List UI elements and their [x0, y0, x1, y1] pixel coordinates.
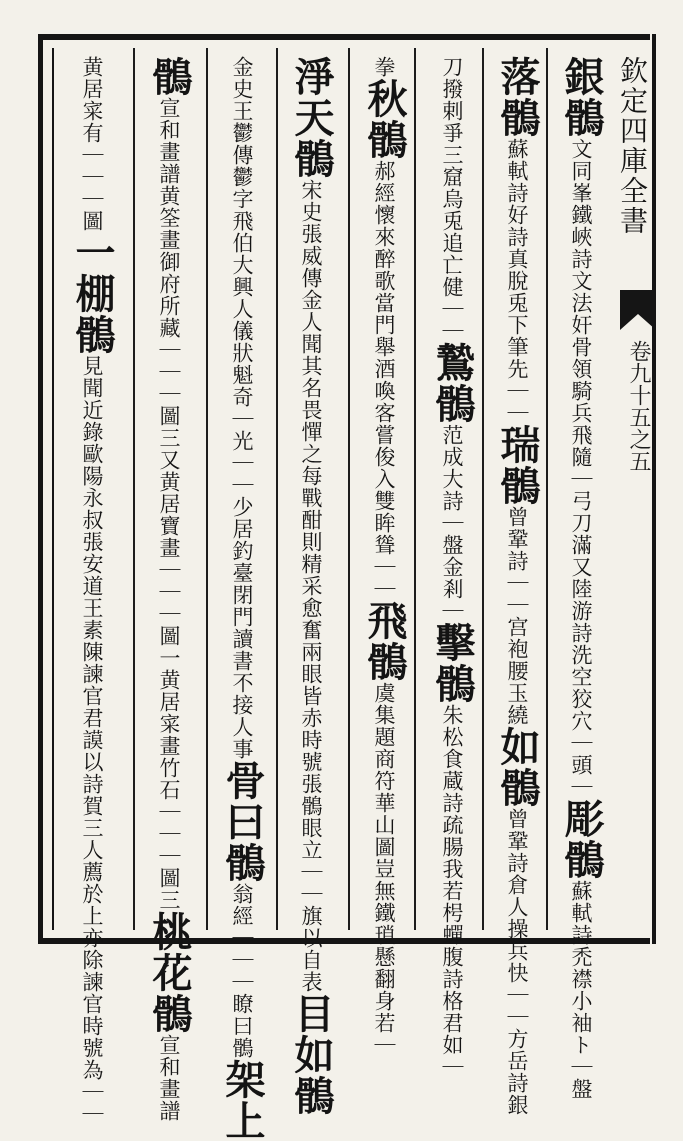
text-column: [557, 56, 605, 1100]
annotation-right: 見聞近錄歐陽永叔張安道王素陳諫官君謨: [80, 355, 104, 751]
annotation: [416, 704, 464, 1078]
annotation: [481, 138, 529, 424]
annotation-left: 無鐵瑣懸翻身若｜: [372, 880, 396, 1056]
headword: 架上: [219, 1059, 266, 1141]
book-title: 欽定四庫全書: [616, 56, 649, 236]
headword: 如鶻: [494, 726, 541, 808]
fishtail-ornament: [620, 290, 656, 330]
annotation: [206, 883, 254, 1059]
annotation-left: 喚客嘗俊入雙眸聳｜｜: [372, 380, 396, 600]
body-text: 黄居寀有｜｜｜圖: [80, 56, 104, 232]
text-column: [68, 56, 116, 1125]
margin-rule: [652, 34, 656, 944]
annotation-right: 曾鞏詩倉人操兵: [505, 808, 529, 962]
annotation-left: 愈奮兩眼皆赤時號張鶻眼立｜｜旗以自表: [299, 597, 323, 993]
headword: 鶻: [146, 56, 193, 97]
annotation-right: 蘇軾詩好詩真脫: [505, 138, 529, 292]
inner-border-left: [52, 48, 54, 930]
headword: 彫鶻: [558, 798, 605, 880]
annotation-right: 朱松食蔵詩疏腸我若: [440, 704, 464, 902]
body-text: ｜: [440, 600, 464, 622]
annotation-right: 曾鞏詩｜｜: [505, 506, 529, 616]
annotation: [133, 1034, 181, 1122]
text-column: [360, 56, 408, 1056]
text-column: [287, 56, 335, 1116]
annotation-right: 郝經懷來醉歌當門舉酒: [372, 160, 396, 380]
annotation-left: 枵蟬腹詩格君如｜: [440, 902, 464, 1078]
annotation-left: 宫袍腰玉繞: [505, 616, 529, 726]
body-text: ｜光｜｜少居釣臺閉門讀書不接人事: [230, 408, 254, 760]
annotation-right: 文同峯鐵峽詩文法奸骨領騎兵飛隨: [569, 138, 593, 468]
annotation: [133, 97, 181, 911]
annotation-left: 以詩賀三人薦於上亦除諫官時號為｜｜: [80, 751, 104, 1125]
headword: 飛鶻: [361, 600, 408, 682]
annotation: [416, 424, 464, 600]
body-text: 刀撥剌爭三窟烏兎追亡健｜｜: [440, 56, 464, 342]
text-column: [428, 56, 476, 1078]
annotation-right: 翁經｜｜: [230, 883, 254, 971]
annotation-left: 兎下筆先｜｜: [505, 292, 529, 424]
body-text: 金史王鬱傳鬱字飛伯大興人儀狀魁奇: [230, 56, 254, 408]
annotation: [481, 808, 529, 1116]
annotation-left: ｜弓刀滿又陸游詩洗空狡穴｜頭｜: [569, 468, 593, 798]
annotation-right: 宣和: [157, 1034, 181, 1078]
annotation-left: 小袖ト｜盤: [569, 990, 593, 1100]
annotation: [348, 160, 396, 600]
headword: 瑞鶻: [494, 424, 541, 506]
annotation-right: 蘇軾詩禿襟: [569, 880, 593, 990]
annotation: [545, 138, 593, 798]
headword: 一棚鶻: [69, 232, 116, 355]
headword: 擊鶻: [429, 622, 476, 704]
annotation-left: 快｜｜方岳詩銀: [505, 962, 529, 1116]
headword: 骨曰鶻: [219, 760, 266, 883]
annotation: [545, 880, 593, 1100]
body-text: 拳: [372, 56, 396, 78]
annotation: [481, 506, 529, 726]
annotation-right: 范成大詩: [440, 424, 464, 512]
headword: 落鶻: [494, 56, 541, 138]
volume-label: 卷九十五之五: [626, 340, 651, 472]
annotation-left: ｜盤金剎: [440, 512, 464, 600]
headword: 秋鶻: [361, 78, 408, 160]
headword: 淨天鶻: [288, 56, 335, 179]
annotation: [275, 179, 323, 993]
headword: 銀鶻: [558, 56, 605, 138]
text-column: [218, 56, 266, 1141]
annotation-left: ｜瞭曰鶻: [230, 971, 254, 1059]
annotation-right: 宋史張威傳金人聞其名畏憚之每戰酣則精采: [299, 179, 323, 597]
annotation: [348, 682, 396, 1056]
headword: 桃花鶻: [146, 911, 193, 1034]
annotation-left: 寶畫｜｜｜圖一黄居寀畫竹石｜｜｜圖三: [157, 515, 181, 911]
annotation-left: 畫譜: [157, 1078, 181, 1122]
annotation-right: 宣和畫譜黄筌畫御府所藏｜｜｜圖三又黄居: [157, 97, 181, 515]
text-column: [145, 56, 193, 1122]
headword: 目如鶻: [288, 993, 335, 1116]
annotation-right: 虞集題商符華山圖豈: [372, 682, 396, 880]
annotation: [56, 355, 104, 1125]
text-column: [493, 56, 541, 1116]
headword: 鷙鶻: [429, 342, 476, 424]
